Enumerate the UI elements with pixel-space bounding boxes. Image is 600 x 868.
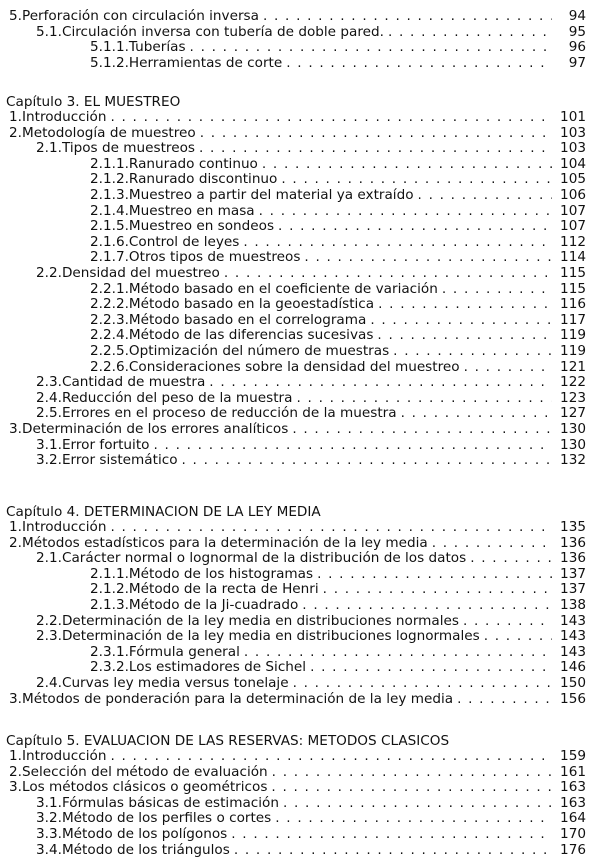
toc-entry — [36, 452, 586, 469]
toc-entry — [90, 597, 586, 614]
dot-leader — [275, 810, 552, 827]
chapter-heading: Capítulo 4. DETERMINACION DE LA LEY MEDIA — [6, 504, 321, 520]
toc-entry-title: Muestreo en masa — [128, 202, 255, 219]
toc-entry-page: 156 — [560, 690, 586, 707]
toc-entry-number: 2.1.6. — [90, 233, 129, 250]
toc-entry — [90, 55, 586, 72]
toc-entry-page: 163 — [560, 779, 586, 796]
toc-entry-number: 2.2.2. — [90, 296, 129, 313]
dot-leader — [224, 265, 552, 282]
toc-entry — [90, 644, 586, 661]
dot-leader — [393, 343, 552, 360]
dot-leader — [323, 581, 552, 598]
toc-entry — [90, 581, 586, 598]
toc-entry-title: Tuberías — [128, 39, 186, 56]
toc-entry-title: Método basado en la geoestadística — [128, 296, 375, 313]
toc-entry-page: 114 — [560, 249, 586, 266]
dot-leader — [283, 795, 552, 812]
dot-leader — [292, 421, 552, 438]
toc-entry — [9, 109, 586, 126]
dot-leader — [234, 842, 552, 859]
toc-entry — [90, 187, 586, 204]
dot-leader — [110, 519, 552, 536]
dot-leader — [243, 234, 552, 251]
dot-leader — [418, 187, 552, 204]
toc-entry-number: 2.2. — [36, 265, 62, 281]
toc-entry-title: Métodos estadísticos para la determinación de la ley media — [21, 534, 428, 551]
toc-entry-title: Herramientas de corte — [128, 54, 283, 71]
toc-entry-title: Tipos de muestreos — [61, 140, 195, 157]
dot-leader — [377, 327, 552, 344]
toc-entry — [36, 795, 586, 812]
toc-entry-number: 2.3. — [36, 374, 62, 391]
toc-entry-number: 1. — [9, 519, 22, 535]
toc-entry-page: 123 — [560, 389, 586, 406]
toc-entry-page: 127 — [560, 405, 586, 422]
toc-entry-number: 2.1.5. — [90, 218, 129, 235]
toc-entry-title: Método de las diferencias sucesivas — [128, 327, 374, 344]
dot-leader — [302, 597, 552, 614]
toc-entry — [36, 675, 586, 692]
toc-entry-title: Los métodos clásicos o geométricos — [21, 779, 268, 796]
toc-entry-page: 161 — [560, 763, 586, 780]
dot-leader — [153, 437, 552, 454]
toc-entry — [90, 566, 586, 583]
toc-entry-page: 138 — [560, 597, 586, 613]
toc-entry-number: 2.1.1. — [90, 155, 129, 172]
toc-entry-number: 2.4. — [36, 675, 62, 691]
toc-entry-title: Circulación inversa con tubería de doble pared. — [61, 23, 384, 40]
toc-entry-number: 2.1.1. — [90, 565, 129, 582]
dot-leader — [271, 779, 552, 796]
dot-leader — [464, 359, 552, 376]
toc-entry — [90, 327, 586, 344]
toc-entry-number: 2.2.4. — [90, 327, 129, 344]
toc-entry-number: 2.3.2. — [90, 659, 129, 676]
dot-leader — [200, 125, 552, 142]
toc-entry-title: Consideraciones sobre la densidad del muestreo — [128, 358, 460, 375]
toc-entry-number: 5.1. — [36, 23, 62, 40]
toc-entry — [90, 343, 586, 360]
toc-entry-page: 130 — [560, 421, 586, 437]
toc-entry — [36, 24, 586, 41]
toc-entry-title: Carácter normal o lognormal de la distribución de los datos — [61, 550, 467, 567]
dot-leader — [281, 171, 552, 188]
toc-entry-number: 5. — [9, 8, 22, 24]
dot-leader — [190, 39, 552, 56]
toc-entry — [9, 519, 586, 536]
toc-entry-title: Muestreo en sondeos — [128, 218, 275, 235]
dot-leader — [293, 675, 552, 692]
dot-leader — [310, 659, 552, 676]
toc-entry-page: 130 — [560, 436, 586, 453]
toc-entry-number: 3.2. — [36, 452, 62, 469]
toc-entry-title: Control de leyes — [128, 233, 240, 250]
toc-entry-number: 3. — [9, 779, 22, 796]
toc-entry — [36, 613, 586, 630]
dot-leader — [272, 764, 552, 781]
toc-entry — [36, 550, 586, 567]
toc-entry-title: Reducción del peso de la muestra — [61, 389, 293, 406]
toc-entry-page: 116 — [560, 296, 586, 313]
toc-entry — [9, 764, 586, 781]
toc-entry-page: 143 — [560, 612, 586, 629]
toc-entry — [9, 779, 586, 796]
toc-entry-number: 2.1.7. — [90, 249, 129, 266]
toc-entry — [90, 234, 586, 251]
toc-entry-title: Introducción — [21, 519, 107, 535]
toc-entry-number: 2.1. — [36, 140, 62, 157]
toc-entry-page: 103 — [560, 140, 586, 157]
toc-entry-title: Método de la recta de Henri — [128, 581, 319, 598]
toc-entry-page: 146 — [560, 659, 586, 676]
toc-entry-number: 2. — [9, 763, 22, 780]
toc-entry-number: 1. — [9, 748, 22, 764]
toc-entry-title: Perforación con circulación inversa — [21, 8, 259, 24]
toc-entry — [36, 265, 586, 282]
toc-entry — [9, 748, 586, 765]
toc-entry-page: 94 — [568, 8, 586, 24]
toc-entry-page: 137 — [560, 581, 586, 598]
toc-entry — [36, 437, 586, 454]
toc-entry-title: Muestreo a partir del material ya extraído — [128, 187, 414, 203]
toc-entry-title: Introducción — [21, 748, 107, 764]
toc-entry-title: Método de los histogramas — [128, 565, 314, 582]
toc-entry-number: 2.1.4. — [90, 202, 129, 219]
toc-entry-title: Errores en el proceso de reducción de la muestra — [61, 405, 397, 422]
dot-leader — [463, 613, 552, 630]
toc-entry-number: 2.4. — [36, 389, 62, 406]
dot-leader — [401, 405, 552, 422]
toc-entry-page: 106 — [560, 187, 586, 203]
toc-entry-page: 119 — [560, 327, 586, 344]
toc-entry-page: 101 — [560, 109, 586, 125]
toc-entry-number: 2.1.3. — [90, 187, 129, 203]
toc-entry — [90, 659, 586, 676]
toc-entry-number: 2. — [9, 534, 22, 551]
toc-entry-page: 103 — [560, 124, 586, 141]
toc-entry — [90, 203, 586, 220]
toc-entry-title: Fórmulas básicas de estimación — [61, 794, 279, 811]
toc-entry-title: Los estimadores de Sichel — [128, 659, 307, 676]
toc-entry-page: 163 — [560, 794, 586, 811]
toc-entry-title: Introducción — [21, 109, 107, 125]
toc-entry-page: 104 — [560, 155, 586, 172]
toc-entry — [9, 125, 586, 142]
dot-leader — [304, 249, 552, 266]
toc-entry-page: 121 — [560, 358, 586, 375]
dot-leader — [278, 218, 552, 235]
toc-entry-page: 112 — [560, 233, 586, 250]
toc-entry-number: 2.2.1. — [90, 280, 129, 297]
toc-entry-number: 2.5. — [36, 405, 62, 422]
toc-entry-number: 2.3.1. — [90, 643, 129, 660]
toc-entry-number: 2.2.3. — [90, 311, 129, 328]
toc-entry-number: 2.1. — [36, 550, 62, 567]
toc-entry-number: 3.2. — [36, 810, 62, 827]
toc-entry — [36, 628, 586, 645]
toc-entry-page: 96 — [568, 39, 586, 56]
toc-entry-title: Densidad del muestreo — [61, 265, 220, 281]
dot-leader — [432, 535, 552, 552]
toc-entry — [9, 421, 586, 438]
dot-leader — [457, 691, 552, 708]
toc-entry-title: Metodología de muestreo — [21, 124, 196, 141]
toc-entry-number: 3.4. — [36, 841, 62, 858]
toc-entry-page: 143 — [560, 643, 586, 660]
toc-entry — [9, 8, 586, 25]
dot-leader — [262, 156, 552, 173]
toc-entry-title: Curvas ley media versus tonelaje — [61, 675, 289, 691]
dot-leader — [199, 140, 552, 157]
toc-entry-number: 2.1.2. — [90, 171, 129, 188]
toc-entry-page: 176 — [560, 841, 586, 858]
toc-entry-title: Cantidad de muestra — [61, 374, 206, 391]
toc-entry-number: 5.1.2. — [90, 54, 129, 71]
toc-entry — [90, 312, 586, 329]
dot-leader — [442, 281, 552, 298]
toc-entry-page: 122 — [560, 374, 586, 391]
toc-entry-title: Selección del método de evaluación — [21, 763, 268, 780]
toc-entry-page: 150 — [560, 675, 586, 691]
toc-entry-title: Método basado en el correlograma — [128, 311, 367, 328]
toc-entry — [90, 218, 586, 235]
toc-entry — [36, 374, 586, 391]
toc-entry-number: 3.1. — [36, 794, 62, 811]
toc-entry-page: 119 — [560, 343, 586, 359]
toc-entry-page: 107 — [560, 218, 586, 235]
toc-entry-number: 3.3. — [36, 826, 62, 842]
toc-entry — [90, 281, 586, 298]
dot-leader — [259, 203, 552, 220]
toc-entry-page: 170 — [560, 826, 586, 842]
toc-entry-title: Error fortuito — [61, 436, 150, 453]
toc-entry-page: 97 — [568, 54, 586, 71]
toc-entry — [90, 249, 586, 266]
toc-entry-title: Error sistemático — [61, 452, 178, 469]
toc-entry-page: 105 — [560, 171, 586, 188]
toc-entry — [36, 810, 586, 827]
toc-entry-title: Ranurado continuo — [128, 155, 258, 172]
dot-leader — [263, 8, 552, 25]
toc-entry-title: Método de la Ji-cuadrado — [128, 597, 299, 613]
toc-entry-number: 2.2. — [36, 612, 62, 629]
toc-entry-number: 2.2.6. — [90, 358, 129, 375]
toc-entry-number: 2.3. — [36, 628, 62, 645]
dot-leader — [110, 748, 552, 765]
dot-leader — [317, 566, 552, 583]
dot-leader — [110, 109, 552, 126]
dot-leader — [286, 55, 552, 72]
toc-entry-number: 2.2.5. — [90, 343, 129, 359]
toc-entry-title: Otros tipos de muestreos — [128, 249, 301, 266]
toc-entry-page: 143 — [560, 628, 586, 645]
toc-entry — [90, 359, 586, 376]
toc-entry-page: 159 — [560, 748, 586, 764]
toc-entry-title: Métodos de ponderación para la determinación de la ley media — [21, 690, 454, 707]
dot-leader — [470, 550, 552, 567]
toc-entry — [90, 156, 586, 173]
toc-entry-title: Determinación de la ley media en distribuciones normales — [61, 612, 459, 629]
toc-entry-number: 3. — [9, 421, 22, 437]
toc-entry — [9, 691, 586, 708]
chapter-heading: Capítulo 3. EL MUESTREO — [6, 94, 181, 110]
dot-leader — [378, 296, 552, 313]
toc-entry-page: 95 — [568, 23, 586, 40]
toc-entry-title: Determinación de la ley media en distribuciones lognormales — [61, 628, 480, 645]
toc-entry-number: 2.1.3. — [90, 597, 129, 613]
dot-leader — [231, 826, 552, 843]
dot-leader — [182, 452, 552, 469]
toc-entry-title: Determinación de los errores analíticos — [21, 421, 289, 437]
toc-entry-page: 107 — [560, 202, 586, 219]
toc-entry-page: 137 — [560, 565, 586, 582]
toc-entry — [36, 140, 586, 157]
dot-leader — [370, 312, 552, 329]
toc-entry — [90, 296, 586, 313]
toc-entry-page: 132 — [560, 452, 586, 469]
toc-entry-title: Optimización del número de muestras — [128, 343, 390, 359]
dot-leader — [296, 390, 552, 407]
toc-entry — [36, 826, 586, 843]
toc-entry-number: 3.1. — [36, 436, 62, 453]
toc-entry — [36, 842, 586, 859]
toc-entry — [90, 39, 586, 56]
toc-entry — [90, 171, 586, 188]
toc-entry-number: 2. — [9, 124, 22, 141]
chapter-heading: Capítulo 5. EVALUACION DE LAS RESERVAS: METODOS CLASICOS — [6, 733, 450, 749]
toc-entry-page: 115 — [560, 265, 586, 281]
toc-entry-number: 5.1.1. — [90, 39, 129, 56]
toc-entry — [36, 390, 586, 407]
toc-entry-title: Método de los perfiles o cortes — [61, 810, 272, 827]
dot-leader — [484, 628, 552, 645]
toc-entry-title: Ranurado discontinuo — [128, 171, 278, 188]
toc-entry — [9, 535, 586, 552]
toc-entry-title: Método de los triángulos — [61, 841, 230, 858]
toc-entry-number: 2.1.2. — [90, 581, 129, 598]
toc-entry-page: 136 — [560, 550, 586, 567]
toc-entry-page: 164 — [560, 810, 586, 827]
toc-entry-title: Método basado en el coeficiente de variación — [128, 280, 438, 297]
toc-entry-page: 135 — [560, 519, 586, 535]
toc-entry-page: 136 — [560, 534, 586, 551]
toc-entry-page: 115 — [560, 280, 586, 297]
dot-leader — [244, 644, 552, 661]
dot-leader — [388, 24, 552, 41]
toc-entry — [36, 405, 586, 422]
toc-entry-page: 117 — [560, 311, 586, 328]
toc-entry-title: Método de los polígonos — [61, 826, 228, 842]
toc-entry-number: 3. — [9, 690, 22, 707]
toc-entry-title: Fórmula general — [128, 643, 240, 660]
dot-leader — [209, 374, 552, 391]
toc-entry-number: 1. — [9, 109, 22, 125]
